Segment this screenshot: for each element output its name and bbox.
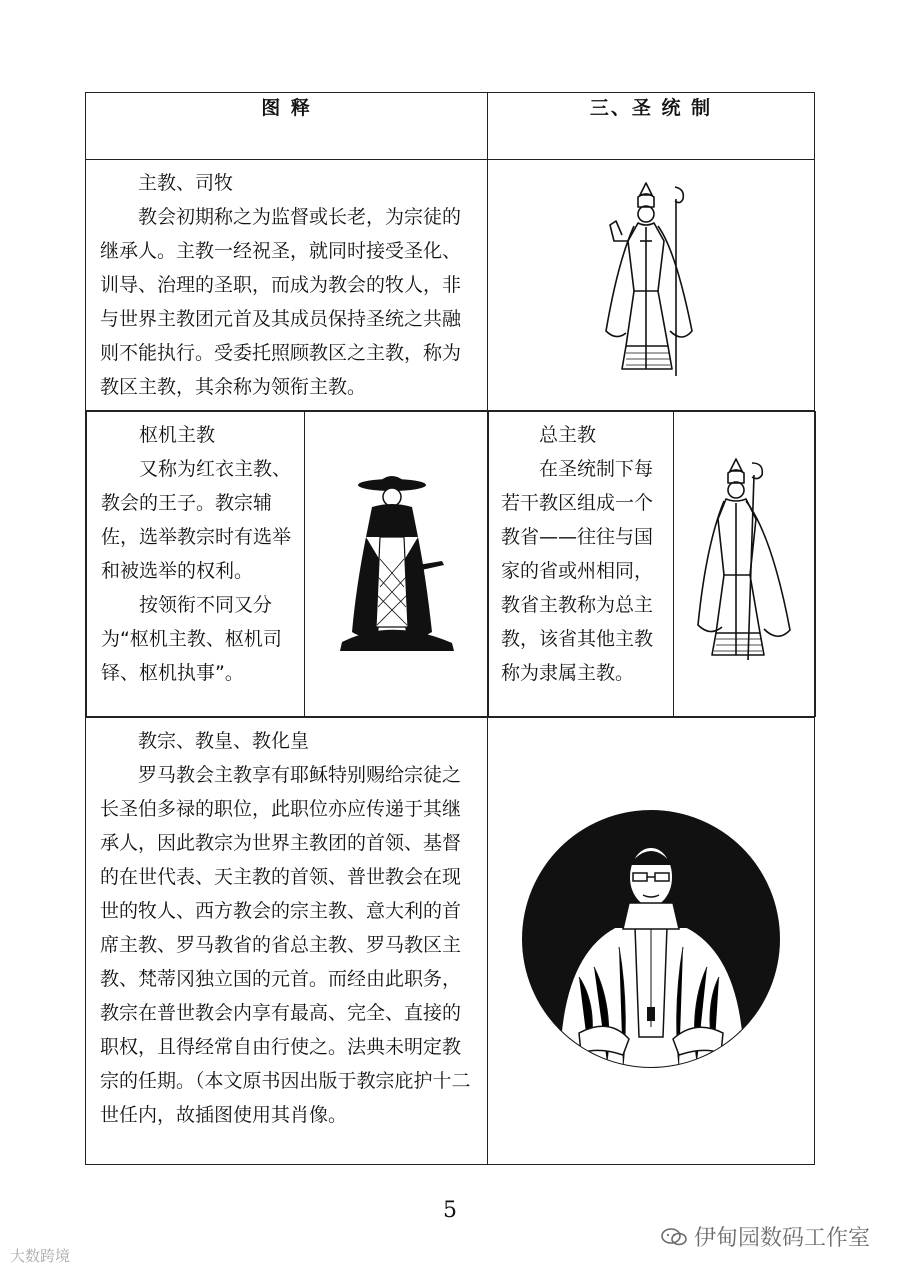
pope-portrait-illustration [519,807,783,1071]
watermark-right [660,1221,870,1252]
pope-text-cell [86,718,488,1165]
header-section-title: 三、圣 统 制 [488,93,815,160]
row-cardinal-archbishop [86,411,815,718]
bishop-illustration [596,181,706,386]
watermark-left: 大数跨境 [10,1247,71,1265]
archbishop-illustration [690,455,800,670]
page-number: 5 [443,1198,457,1223]
archbishop-title: 总主教 [539,424,597,446]
cardinal-cell [86,411,488,718]
hierarchy-table [85,92,815,1165]
watermark-right-text: 伊甸园数码工作室 [693,1226,870,1251]
header-illustration-notes: 图 释 [86,93,488,160]
bishop-title: 主教、司牧 [138,172,234,194]
bishop-text-cell [86,160,488,411]
pope-figure-cell [488,718,815,1165]
cardinal-figure-cell [305,412,489,717]
archbishop-figure-cell [674,412,816,717]
bishop-body: 教会初期称之为监督或长老，为宗徒的继承人。主教一经祝圣，就同时接受圣化、训导、治理的圣职，而成为教会的牧人，非与世界主教团元首及其成员保持圣统之共融则不能执行。受委托照顾教区之主教，称为教区主教，其余称为领衔主教。 [100,206,462,398]
bishop-figure-cell [488,160,815,411]
cardinal-body-2: 按领衔不同又分为“枢机主教、枢机司铎、枢机执事”。 [101,594,282,684]
archbishop-cell [488,411,815,718]
archbishop-body: 在圣统制下每若干教区组成一个教省——往往与国家的省或州相同，教省主教称为总主教，该省其他主教称为隶属主教。 [501,458,654,684]
row-bishop [86,160,815,411]
cardinal-text [87,412,305,717]
pope-title: 教宗、教皇、教化皇 [138,730,310,752]
wechat-icon [660,1227,688,1247]
pope-body: 罗马教会主教享有耶稣特别赐给宗徒之长圣伯多禄的职位，此职位亦应传递于其继承人，因此教宗为世界主教团的首领、基督的在世代表、天主教的首领、普世教会在现世的牧人、西方教会的宗主教、意大利的首席主教、罗马教省的省总主教、罗马教区主教、梵蒂冈独立国的元首。而经由此职务，教宗在普世教会内享有最高、完全、直接的职权，且得经常自由行使之。法典未明定教宗的任期。（本文原书因出版于教宗庇护十二世任内，故插图使用其肖像。 [100,764,471,1126]
row-pope [86,718,815,1165]
archbishop-text [489,412,674,717]
cardinal-body-1: 又称为红衣主教、教会的王子。教宗辅佐，选举教宗时有选举和被选举的权利。 [101,458,292,582]
table-header-row [86,93,815,160]
cardinal-illustration [322,467,472,657]
cardinal-title: 枢机主教 [139,424,216,446]
